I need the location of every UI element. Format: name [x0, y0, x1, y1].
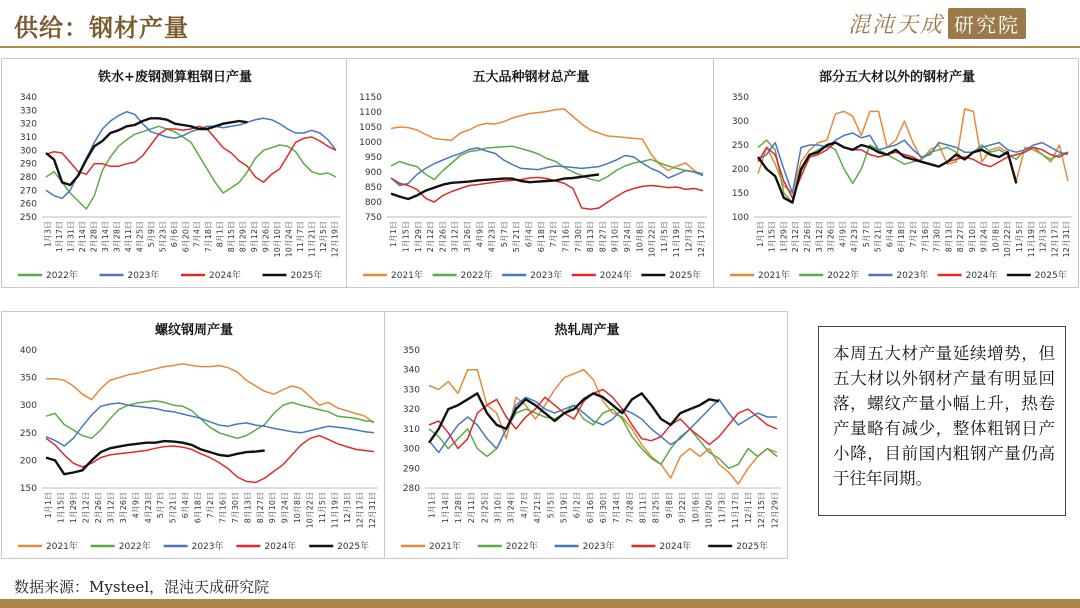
- x-tick-label: 12月19日: [330, 221, 340, 258]
- x-tick-label: 10月6日: [691, 492, 701, 524]
- y-tick-label: 300: [19, 401, 37, 412]
- series-line-2021: [391, 109, 703, 175]
- legend-label-2021: 2021年: [429, 542, 461, 552]
- x-tick-label: 7月16日: [920, 221, 930, 253]
- series-line-2022: [391, 146, 703, 181]
- x-tick-label: 6月30日: [599, 492, 608, 524]
- x-tick-label: 12月29日: [770, 492, 780, 529]
- x-tick-label: 5月21日: [512, 221, 522, 253]
- x-tick-label: 6月18日: [897, 221, 907, 253]
- y-tick-label: 400: [19, 346, 37, 356]
- chart-panel-five-products: [346, 58, 714, 288]
- series-line-2022: [429, 405, 777, 468]
- y-tick-label: 330: [402, 385, 420, 396]
- y-tick-label: 270: [19, 186, 37, 197]
- x-tick-label: 8月29日: [238, 220, 248, 253]
- x-tick-label: 1月28日: [453, 492, 463, 524]
- y-tick-label: 350: [731, 93, 749, 103]
- chart-panel-rebar: [1, 311, 385, 559]
- y-tick-label: 280: [19, 173, 37, 183]
- x-tick-label: 5月19日: [559, 492, 569, 524]
- y-tick-label: 950: [364, 153, 382, 163]
- x-tick-label: 2月26日: [94, 492, 103, 524]
- legend-label-2024: 2024年: [965, 271, 998, 281]
- chart-title-five-products: 五大品种钢材总产量: [472, 70, 590, 85]
- legend-label-2022: 2022年: [118, 542, 151, 552]
- x-tick-label: 6月18日: [193, 492, 203, 524]
- y-tick-label: 290: [19, 159, 37, 170]
- x-tick-label: 8月25日: [651, 492, 661, 524]
- x-tick-label: 1月29日: [779, 221, 789, 253]
- series-line-2025: [46, 441, 265, 474]
- x-tick-label: 5月21日: [168, 492, 178, 524]
- x-tick-label: 3月26日: [826, 221, 836, 253]
- x-tick-label: 5月7日: [156, 492, 166, 519]
- x-tick-label: 7月2日: [206, 492, 215, 519]
- y-tick-label: 200: [731, 165, 749, 175]
- chart-crude-steel: [2, 59, 348, 289]
- legend-label-2025: 2025年: [736, 542, 769, 552]
- x-tick-label: 12月3日: [684, 221, 694, 253]
- x-tick-label: 7月30日: [932, 220, 942, 253]
- x-tick-label: 8月1日: [215, 221, 225, 248]
- legend-label-2022: 2022年: [827, 271, 860, 281]
- legend-label-2023: 2023年: [896, 271, 929, 281]
- x-tick-label: 8月13日: [586, 220, 596, 253]
- chart-title-hot-rolled: 热轧周产量: [554, 323, 620, 338]
- x-tick-label: 2月26日: [803, 221, 812, 253]
- chart-title-rebar: 螺纹钢周产量: [154, 323, 234, 338]
- x-tick-label: 9月10日: [967, 221, 977, 253]
- legend-label-2024: 2024年: [264, 542, 297, 552]
- x-tick-label: 12月31日: [1062, 221, 1072, 258]
- x-tick-label: 1月14日: [440, 492, 450, 524]
- x-tick-label: 10月8日: [991, 221, 1001, 253]
- series-line-2022: [46, 401, 374, 439]
- x-tick-label: 12月5日: [318, 221, 328, 253]
- x-tick-label: 4月9日: [131, 492, 141, 519]
- x-tick-label: 10月22日: [1003, 221, 1013, 258]
- x-tick-label: 4月21日: [533, 492, 543, 524]
- x-tick-label: 1月1日: [44, 492, 54, 519]
- x-tick-label: 5月5日: [546, 492, 556, 519]
- x-tick-label: 5月23日: [158, 221, 168, 253]
- x-tick-label: 7月30日: [230, 492, 240, 524]
- legend-label-2022: 2022年: [46, 271, 78, 281]
- chart-five-products: [347, 59, 715, 289]
- y-tick-label: 150: [731, 189, 749, 199]
- y-tick-label: 340: [402, 365, 420, 376]
- legend-label-2022: 2022年: [460, 271, 493, 281]
- y-tick-label: 300: [19, 146, 37, 157]
- x-tick-label: 6月18日: [536, 221, 546, 253]
- x-tick-label: 11月21日: [307, 221, 317, 258]
- x-tick-label: 11月5日: [659, 221, 669, 253]
- x-tick-label: 1月1日: [755, 221, 765, 248]
- x-tick-label: 9月24日: [280, 492, 290, 524]
- x-tick-label: 9月12日: [250, 220, 260, 253]
- legend-label-2025: 2025年: [669, 271, 702, 281]
- series-line-2024: [46, 436, 374, 483]
- y-tick-label: 300: [731, 117, 749, 127]
- x-tick-label: 2月14日: [78, 221, 88, 253]
- x-tick-label: 12月3日: [1038, 221, 1048, 253]
- y-tick-label: 290: [402, 464, 420, 475]
- x-tick-label: 12月17日: [1050, 221, 1060, 258]
- y-tick-label: 1100: [359, 108, 382, 118]
- x-tick-label: 7月30日: [573, 221, 583, 253]
- x-tick-label: 11月3日: [717, 492, 727, 524]
- y-tick-label: 900: [364, 168, 382, 178]
- x-tick-label: 2月12日: [426, 221, 436, 253]
- x-tick-label: 11月5日: [1015, 221, 1024, 253]
- legend-label-2023: 2023年: [191, 542, 224, 552]
- x-tick-label: 6月2日: [572, 492, 582, 519]
- legend-label-2023: 2023年: [530, 271, 563, 281]
- brand-logo: [848, 8, 1026, 39]
- y-tick-label: 150: [19, 484, 37, 494]
- x-tick-label: 9月10日: [268, 492, 278, 524]
- x-tick-label: 2月11日: [467, 492, 477, 524]
- x-tick-label: 7月2日: [909, 221, 918, 248]
- x-tick-label: 6月4日: [885, 221, 895, 248]
- x-tick-label: 10月8日: [293, 492, 303, 524]
- chart-title-crude-steel: 铁水+废钢测算粗钢日产量: [98, 70, 252, 85]
- y-tick-label: 350: [402, 346, 420, 356]
- x-tick-label: 9月24日: [979, 221, 989, 253]
- y-tick-label: 350: [19, 373, 37, 384]
- y-tick-label: 100: [731, 213, 749, 223]
- x-tick-label: 7月28日: [625, 492, 635, 524]
- x-tick-label: 1月15日: [56, 492, 66, 524]
- legend-label-2022: 2022年: [505, 542, 538, 552]
- series-line-2021: [429, 370, 777, 484]
- y-tick-label: 260: [19, 199, 37, 210]
- logo-text-left: 混沌天成: [848, 13, 945, 38]
- page-title: 供给：钢材产量: [14, 13, 189, 42]
- y-tick-label: 250: [19, 428, 37, 439]
- x-tick-label: 4月23日: [143, 492, 153, 524]
- x-tick-label: 5月21日: [873, 221, 883, 253]
- x-tick-label: 2月26日: [438, 221, 448, 253]
- y-tick-label: 200: [19, 456, 37, 467]
- x-tick-label: 4月11日: [123, 221, 133, 253]
- x-tick-label: 8月27日: [255, 492, 265, 524]
- x-tick-label: 2月12日: [81, 492, 91, 524]
- legend-label-2024: 2024年: [599, 271, 632, 281]
- chart-hot-rolled: [385, 312, 789, 560]
- x-tick-label: 1月29日: [69, 492, 79, 524]
- x-tick-label: 3月10日: [493, 492, 503, 524]
- x-tick-label: 9月22日: [678, 492, 688, 524]
- x-tick-label: 12月31日: [367, 492, 377, 529]
- x-tick-label: 4月23日: [487, 221, 497, 253]
- legend-label-2023: 2023年: [127, 271, 160, 281]
- legend-label-2024: 2024年: [209, 271, 241, 281]
- x-tick-label: 11月19日: [1026, 221, 1036, 258]
- x-tick-label: 10月24日: [284, 221, 294, 258]
- x-tick-label: 10月10日: [272, 221, 282, 258]
- legend-label-2025: 2025年: [337, 542, 370, 552]
- y-tick-label: 280: [402, 484, 420, 494]
- header: [0, 0, 1080, 48]
- x-tick-label: 3月26日: [463, 221, 472, 253]
- footer-bar: [0, 599, 1080, 608]
- x-tick-label: 7月14日: [612, 492, 622, 524]
- x-tick-label: 9月10日: [610, 221, 620, 253]
- x-tick-label: 1月15日: [767, 221, 777, 253]
- x-tick-label: 3月28日: [112, 221, 122, 253]
- chart-panel-crude-steel: [1, 58, 347, 288]
- y-tick-label: 250: [19, 213, 37, 223]
- x-tick-label: 7月2日: [549, 221, 559, 248]
- legend-label-2024: 2024年: [659, 542, 692, 552]
- legend-label-2025: 2025年: [1034, 271, 1067, 281]
- y-tick-label: 300: [402, 444, 420, 455]
- x-tick-label: 10月22日: [647, 221, 657, 258]
- x-tick-label: 8月15日: [227, 221, 237, 253]
- x-tick-label: 1月1日: [389, 221, 399, 248]
- x-tick-label: 10月8日: [635, 221, 645, 253]
- x-tick-label: 8月27日: [956, 221, 966, 253]
- x-tick-label: 11月17日: [730, 492, 740, 529]
- summary-text: 本周五大材产量延续增势，但五大材以外钢材产量有明显回落，螺纹产量小幅上升，热卷产量略有减少，整体粗钢日产小降，目前国内粗钢产量仍高于往年同期。: [818, 326, 1066, 516]
- chart-panel-hot-rolled: [384, 311, 788, 559]
- x-tick-label: 1月15日: [401, 221, 411, 253]
- x-tick-label: 6月20日: [181, 221, 191, 253]
- y-tick-label: 850: [364, 183, 382, 193]
- y-tick-label: 320: [402, 405, 420, 416]
- chart-panel-other-steel: [713, 58, 1079, 288]
- series-line-2023: [46, 403, 374, 446]
- x-tick-label: 12月3日: [342, 492, 352, 524]
- x-tick-label: 8月13日: [243, 492, 253, 524]
- x-tick-label: 1月29日: [413, 221, 423, 253]
- x-tick-label: 11月19日: [672, 221, 682, 258]
- chart-rebar: [2, 312, 386, 560]
- legend-label-2021: 2021年: [391, 271, 423, 281]
- series-line-2021: [46, 364, 374, 423]
- x-tick-label: 2月25日: [480, 492, 490, 524]
- y-tick-label: 1050: [359, 123, 382, 133]
- x-tick-label: 5月7日: [861, 221, 871, 248]
- chart-title-other-steel: 部分五大材以外的钢材产量: [818, 70, 976, 85]
- x-tick-label: 2月28日: [89, 221, 99, 253]
- y-tick-label: 310: [19, 133, 37, 143]
- x-tick-label: 7月18日: [204, 221, 214, 253]
- x-tick-label: 5月7日: [499, 221, 509, 248]
- x-tick-label: 6月6日: [169, 221, 179, 248]
- data-source: 数据来源：Mysteel，混沌天成研究院: [14, 578, 270, 596]
- x-tick-label: 12月17日: [355, 492, 365, 529]
- x-tick-label: 9月26日: [261, 221, 271, 253]
- x-tick-label: 7月16日: [561, 221, 571, 253]
- y-tick-label: 750: [364, 213, 382, 223]
- x-tick-label: 10月20日: [704, 492, 714, 529]
- x-tick-label: 11月7日: [295, 221, 305, 253]
- x-tick-label: 12月17日: [696, 221, 706, 258]
- y-tick-label: 330: [19, 106, 37, 117]
- x-tick-label: 8月11日: [638, 492, 648, 524]
- legend-label-2025: 2025年: [290, 271, 323, 281]
- x-tick-label: 6月16日: [585, 492, 595, 524]
- x-tick-label: 4月7日: [519, 492, 529, 519]
- x-tick-label: 12月15日: [757, 492, 767, 529]
- x-tick-label: 11月5日: [318, 492, 327, 524]
- logo-text-right: 研究院: [948, 8, 1026, 39]
- x-tick-label: 1月31日: [66, 221, 76, 253]
- x-tick-label: 4月23日: [850, 221, 860, 253]
- x-tick-label: 6月4日: [524, 221, 534, 248]
- y-tick-label: 340: [19, 93, 37, 103]
- x-tick-label: 7月4日: [192, 221, 202, 248]
- x-tick-label: 3月12日: [106, 492, 116, 524]
- y-tick-label: 1000: [359, 138, 382, 148]
- y-tick-label: 1150: [359, 93, 382, 103]
- x-tick-label: 8月27日: [598, 221, 608, 253]
- series-line-2022: [46, 126, 336, 209]
- x-tick-label: 1月1日: [427, 492, 437, 519]
- x-tick-label: 3月12日: [814, 221, 824, 253]
- x-tick-label: 1月17日: [55, 221, 65, 253]
- x-tick-label: 8月13日: [944, 220, 954, 253]
- x-tick-label: 7月16日: [218, 492, 228, 524]
- legend-label-2023: 2023年: [582, 542, 615, 552]
- x-tick-label: 10月22日: [305, 492, 315, 529]
- x-tick-label: 3月26日: [118, 492, 128, 524]
- x-tick-label: 6月4日: [181, 492, 191, 519]
- chart-other-steel: [714, 59, 1080, 289]
- x-tick-label: 11月19日: [330, 492, 340, 529]
- legend-label-2021: 2021年: [46, 542, 78, 552]
- y-tick-label: 310: [402, 424, 420, 435]
- x-tick-label: 9月24日: [623, 221, 632, 253]
- legend-label-2021: 2021年: [758, 271, 790, 281]
- y-tick-label: 800: [364, 198, 382, 208]
- header-divider: [0, 46, 1080, 48]
- series-line-2023: [429, 397, 777, 452]
- x-tick-label: 3月24日: [506, 492, 516, 524]
- x-tick-label: 3月14日: [101, 221, 111, 253]
- x-tick-label: 12月1日: [744, 492, 754, 524]
- y-tick-label: 250: [731, 141, 749, 151]
- x-tick-label: 4月25日: [135, 221, 145, 253]
- x-tick-label: 1月3日: [43, 221, 53, 248]
- y-tick-label: 320: [19, 119, 37, 130]
- x-tick-label: 5月9日: [146, 221, 156, 248]
- x-tick-label: 9月8日: [664, 492, 674, 519]
- x-tick-label: 2月12日: [791, 221, 801, 253]
- x-tick-label: 4月9日: [838, 221, 848, 248]
- x-tick-label: 4月9日: [475, 221, 485, 248]
- x-tick-label: 3月12日: [450, 221, 460, 253]
